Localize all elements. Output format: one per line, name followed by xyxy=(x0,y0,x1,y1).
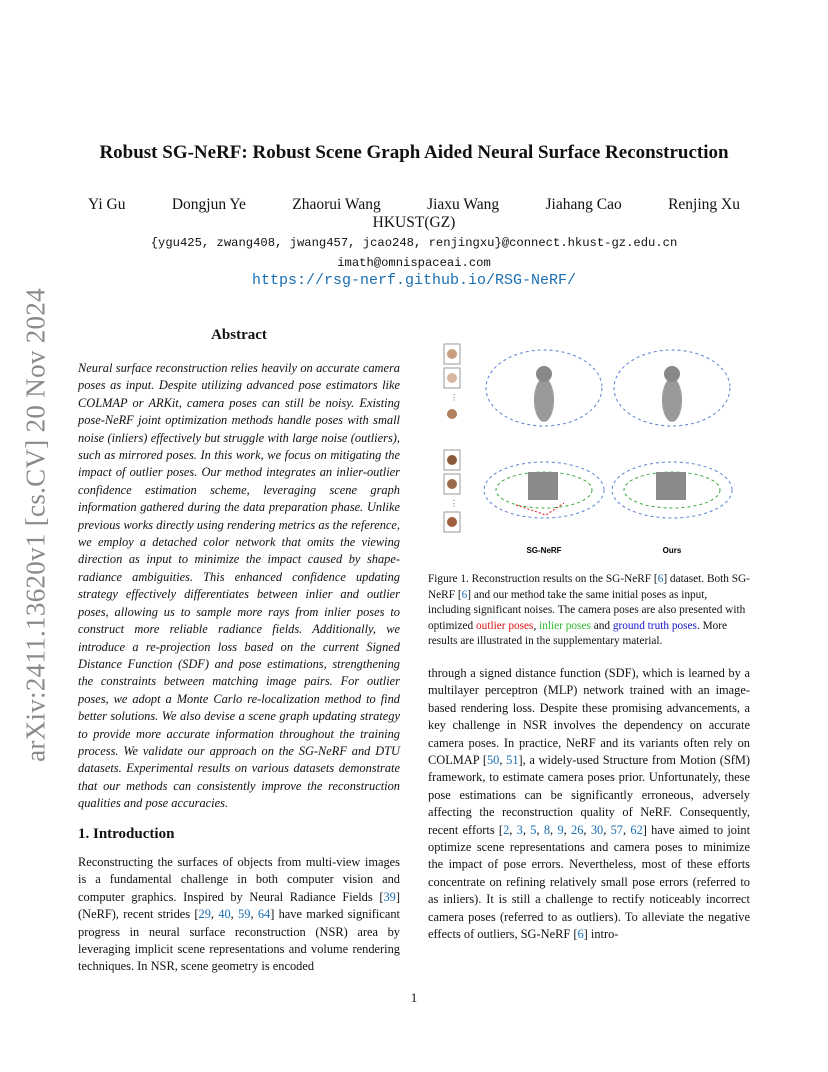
citation-link[interactable]: 59 xyxy=(238,907,251,922)
inlier-poses-label: inlier poses xyxy=(539,619,591,632)
sgnerf-result-top xyxy=(486,350,602,426)
citation-link[interactable]: 6 xyxy=(577,927,584,942)
author: Renjing Xu xyxy=(668,196,740,213)
affiliation: HKUST(GZ) xyxy=(372,214,456,231)
citation-link[interactable]: 51 xyxy=(506,753,519,768)
citation-link[interactable]: 62 xyxy=(630,822,643,837)
input-thumbnails xyxy=(444,344,460,532)
introduction-heading: 1. Introduction xyxy=(78,826,175,842)
introduction-body: Reconstructing the surfaces of objects from multi-view images is a fundamental challenge in both computer vision and computer graphics. Inspired by Neural Radiance Fields [39] (NeRF), recent strides [29, 40, 59, 64] have marked significant progress in neural surface reconstruction (NSR) area by leveraging implicit scene representations and volume rendering techniques. In NSR, scene geometry is encoded xyxy=(78,855,400,974)
citation-link[interactable]: 5 xyxy=(530,822,537,837)
author: Jiahang Cao xyxy=(545,196,622,213)
svg-text:⋮: ⋮ xyxy=(450,393,458,402)
project-url-link[interactable]: https://rsg-nerf.github.io/RSG-NeRF/ xyxy=(251,272,577,289)
right-column-body: through a signed distance function (SDF), which is learned by a multilayer perceptron (MLP) network trained with an image-based rendering loss. Despite these promising advancements, a key challenge in NSR involves the dependency on accurate camera poses. In practice, NeRF and its variants often rely on COLMAP [50, 51], a widely-used Structure from Motion (SfM) framework, to estimate camera poses prior. Unfortunately, these pose estimations can be significantly erroneous, adversely affecting the reconstruction quality of NeRF. Consequently, recent efforts [2, 3, 5, 8, 9, 26, 30, 57, 62] have aimed to joint optimize scene representations and camera poses to minimize the impact of pose errors. Nevertheless, most of these efforts concentrate on refining relatively small pose errors (referred to as inliers). It is still a challenge to rectify noticeably incorrect camera poses (referred to as outliers). To alleviate the negative effects of outliers, SG-NeRF [6] intro- xyxy=(428,666,751,942)
author: Zhaorui Wang xyxy=(292,196,381,213)
page-number: 1 xyxy=(410,990,418,1005)
citation-link[interactable]: 30 xyxy=(590,822,604,837)
author: Yi Gu xyxy=(88,196,126,213)
sgnerf-result-bottom xyxy=(484,462,604,518)
author-list xyxy=(88,196,740,214)
paper-title: Robust SG-NeRF: Robust Scene Graph Aided Neural Surface Reconstruction xyxy=(99,142,729,163)
citation-link[interactable]: 2 xyxy=(503,822,510,837)
author: Jiaxu Wang xyxy=(427,196,500,213)
abstract-heading: Abstract xyxy=(211,327,267,343)
citation-link[interactable]: 8 xyxy=(543,822,551,837)
figure-label-ours: Ours xyxy=(662,546,682,555)
ground-truth-poses-label: ground truth poses xyxy=(612,619,697,632)
figure-1-caption: Figure 1. Reconstruction results on the SG-NeRF [6] dataset. Both SG-NeRF [6] and our method take the same initial poses as input, including significant noises. The camera poses are also presented with optimized outlier poses, inlier poses and ground truth poses. More results are illustrated in the supplementary material. xyxy=(428,573,750,648)
reconstruction-figure xyxy=(436,340,750,560)
citation-link[interactable]: 64 xyxy=(257,907,271,922)
citation-link[interactable]: 29 xyxy=(198,907,211,922)
citation-link[interactable]: 6 xyxy=(657,573,664,585)
citation-link[interactable]: 3 xyxy=(516,822,523,837)
svg-text:⋮: ⋮ xyxy=(450,499,458,508)
author-emails: {ygu425, zwang408, jwang457, jcao248, renjingxu}@connect.hkust-gz.edu.cn xyxy=(150,236,678,250)
ours-result-bottom xyxy=(612,462,732,518)
figure-1-image xyxy=(436,340,750,560)
contact-email: imath@omnispaceai.com xyxy=(337,256,491,270)
citation-link[interactable]: 9 xyxy=(557,822,564,837)
ours-result-top xyxy=(614,350,730,426)
citation-link[interactable]: 50 xyxy=(486,753,500,768)
citation-link[interactable]: 39 xyxy=(383,889,396,904)
arxiv-side-label: arXiv:2411.13620v1 [cs.CV] 20 Nov 2024 xyxy=(20,288,51,762)
outlier-poses-label: outlier poses xyxy=(476,619,534,632)
author: Dongjun Ye xyxy=(171,196,246,213)
citation-link[interactable]: 57 xyxy=(610,822,623,837)
figure-label-sgnerf: SG-NeRF xyxy=(526,546,562,555)
abstract-body: Neural surface reconstruction relies heavily on accurate camera poses as input. Despite utilizing advanced pose estimators like COLMAP or ARKit, camera poses can still be noisy. Existing pose-NeRF joint optimization methods handle poses with small noise (inliers) effectively but struggle with large noise (outliers), such as mirrored poses. In this work, we focus on mitigating the impact of outlier poses. Our method integrates an inlier-outlier confidence estimation scheme, leveraging scene graph information gathered during the data preparation phase. Unlike previous works directly using rendering metrics as the reference, we employ a detached color network that omits the viewing direction as input to minimize the impact caused by shape-radiance ambiguities. This enhanced confidence updating strategy effectively differentiates between inlier and outlier poses, allowing us to sample more rays from inlier poses to construct more reliable radiance fields. Additionally, we introduce a re-projection loss based on the current Signed Distance Function (SDF) and pose estimations, strengthening the constraints between matching image pairs. For outlier poses, we adopt a Monte Carlo re-localization method to find better solutions. We also devise a scene graph updating strategy to provide more accurate information throughout the training process. We validate our approach on the SG-NeRF and DTU datasets. Experimental results on various datasets demonstrate that our methods can consistently improve the reconstruction qualities and pose accuracies. xyxy=(78,361,400,811)
citation-link[interactable]: 6 xyxy=(461,588,468,601)
citation-link[interactable]: 40 xyxy=(218,907,231,922)
citation-link[interactable]: 26 xyxy=(571,822,584,837)
